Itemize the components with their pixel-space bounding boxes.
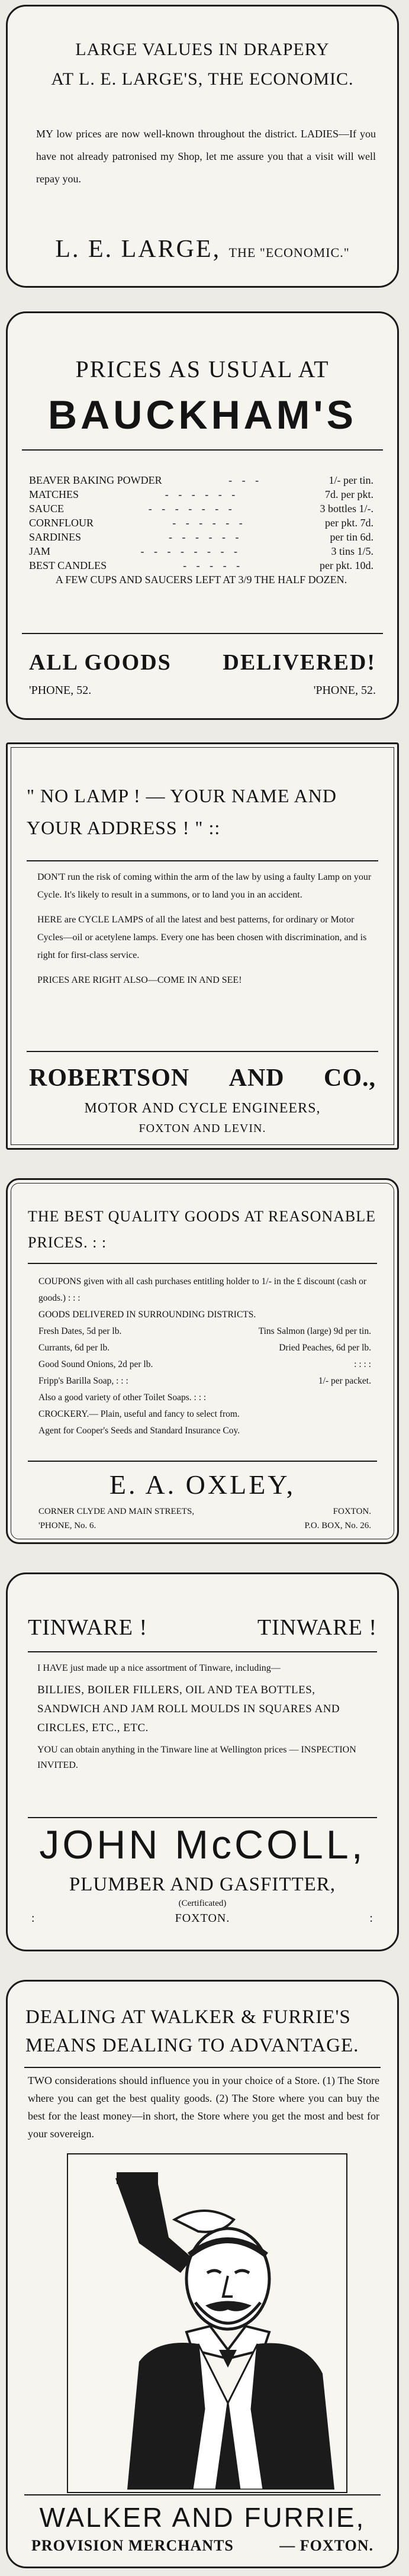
ad5-certificated: (Certificated) — [178, 1899, 227, 1908]
ad5-items: BILLIES, BOILER FILLERS, OIL AND TEA BOTTLES, SANDWICH AND JAM ROLL MOULDS IN SQUARES AND CIRCLES, ETC., ETC. — [37, 1684, 340, 1734]
ad1-body: MY low prices are now well-known throughout the district. LADIES—If you have not already patronised my Shop, let me assure you that a visit will well repay you. — [36, 128, 376, 185]
grocery-row: Currants, 6d per lb. Dried Peaches, 6d per lb. — [38, 1343, 371, 1353]
price-row: BEST CANDLES - - - - - per pkt. 10d. — [29, 559, 373, 571]
ad4-delivered: GOODS DELIVERED IN SURROUNDING DISTRICTS. — [38, 1310, 256, 1320]
ad3-paragraph: PRICES ARE RIGHT ALSO—COME IN AND SEE! — [37, 975, 242, 985]
ad4-coupons: COUPONS given with all cash purchases entitling holder to 1/- in the £ discount (cash or goods.) : : : — [38, 1276, 367, 1303]
ad6-trade: PROVISION MERCHANTS — FOXTON. — [31, 2537, 373, 2554]
ad6-divider-bottom — [24, 2494, 381, 2495]
ad4-contacts — [38, 1521, 371, 1531]
ad6-name: WALKER AND FURRIE, — [39, 2502, 366, 2533]
ad3-divider-bottom — [27, 1051, 378, 1052]
ad1-headline — [25, 35, 379, 94]
price-row: JAM - - - - - - - - 3 tins 1/5. — [29, 545, 373, 557]
ad-mccoll-tinware — [6, 1572, 399, 1951]
ad1-signature — [8, 235, 397, 263]
ad6-divider-top — [24, 2067, 381, 2068]
ad5-line: YOU can obtain anything in the Tinware line at Wellington prices — INSPECTION INVITED. — [37, 1745, 356, 1770]
ad5-divider-top — [28, 1651, 377, 1652]
ad3-headline: " NO LAMP ! — YOUR NAME AND YOUR ADDRESS ! " :: — [27, 785, 337, 838]
ad4-pobox: P.O. BOX, No. 26. — [304, 1521, 371, 1530]
ad2-headline: PRICES AS USUAL AT — [75, 356, 330, 382]
ad4-name: E. A. OXLEY, — [109, 1469, 296, 1500]
ad5-divider-bottom — [28, 1817, 377, 1818]
ad5-body — [37, 1661, 371, 1778]
ad1-signature-tag: THE "ECONOMIC." — [228, 245, 350, 260]
ad4-address: CORNER CLYDE AND MAIN STREETS, FOXTON. — [38, 1507, 371, 1516]
ad4-divider-bottom — [28, 1461, 377, 1462]
ad1-headline-line2: AT L. E. LARGE'S, THE ECONOMIC. — [51, 69, 354, 89]
ad5-name: JOHN McCOLL, — [39, 1822, 366, 1867]
ad4-phone: 'PHONE, No. 6. — [38, 1521, 96, 1530]
ad3-paragraph: HERE are CYCLE LAMPS of all the latest and best patterns, for ordinary or Motor Cycles—oil or acetylene lamps. Every one has been chosen with discrimination, and is right for first-class service. — [37, 915, 367, 960]
phone-left: 'PHONE, 52. — [29, 684, 92, 697]
price-row: SARDINES - - - - - - per tin 6d. — [29, 531, 373, 543]
ad5-location: : FOXTON. : — [31, 1912, 373, 1925]
ad5-headline: TINWARE ! TINWARE ! — [28, 1615, 377, 1640]
ad1-headline-line1: LARGE VALUES IN DRAPERY — [75, 40, 330, 59]
ad6-headline: DEALING AT WALKER & FURRIE'S MEANS DEALING TO ADVANTAGE. — [25, 2006, 359, 2056]
ad3-company-name: ROBERTSON AND CO., — [29, 1065, 376, 1092]
ad4-toilet: Also a good variety of other Toilet Soaps. : : : — [38, 1392, 207, 1403]
ad-walker-furrie — [6, 1980, 399, 2568]
price-row: SAUCE - - - - - - - 3 bottles 1/-. — [29, 503, 373, 514]
ad3-body — [37, 869, 373, 996]
ad-oxley-goods — [6, 1178, 399, 1544]
ad4-divider-top — [28, 1263, 377, 1264]
ad5-intro: I HAVE just made up a nice assortment of Tinware, including— — [37, 1663, 281, 1673]
phone-right: 'PHONE, 52. — [313, 684, 376, 697]
ad3-paragraph: DON'T run the risk of coming within the arm of the law by using a faulty Lamp on your Cycle. It's likely to result in a summons, or to land you in an accident. — [37, 872, 372, 900]
ad-large-drapery — [6, 5, 399, 288]
ad-bauckhams-prices — [6, 311, 399, 720]
grocery-row: Fripp's Barilla Soap, : : : 1/- per packet. — [38, 1376, 371, 1386]
ad2-divider-bottom — [22, 633, 383, 634]
ad3-divider-top — [27, 860, 378, 861]
ad4-body — [38, 1273, 371, 1439]
ad3-trade: MOTOR AND CYCLE ENGINEERS, — [84, 1101, 321, 1116]
ad2-phones — [29, 684, 376, 697]
ad2-brand: BAUCKHAM'S — [48, 393, 357, 438]
ad4-agent: Agent for Cooper's Seeds and Standard Insurance Coy. — [38, 1426, 240, 1436]
ad4-headline: THE BEST QUALITY GOODS AT REASONABLE PRICES. : : — [28, 1208, 376, 1251]
ad1-signature-name: L. E. LARGE, — [55, 236, 221, 263]
price-row: MATCHES - - - - - - 7d. per pkt. — [29, 488, 373, 500]
ad5-trade: PLUMBER AND GASFITTER, — [69, 1874, 336, 1895]
ad-robertson-lamps — [6, 742, 399, 1150]
ad2-cups-line: A FEW CUPS AND SAUCERS LEFT AT 3/9 THE HALF DOZEN. — [55, 574, 347, 586]
ad2-divider-top — [22, 449, 383, 451]
ad2-price-list — [29, 473, 373, 587]
ad6-body: TWO considerations should influence you in your choice of a Store. (1) The Store where you can get the best quality goods. (2) The Store where you can buy the best for the least money—in short, the Store where you get the most and best for your sovereign. — [28, 2075, 379, 2140]
grocery-row: Fresh Dates, 5d per lb. Tins Salmon (large) 9d per tin. — [38, 1326, 371, 1336]
price-row: BEAVER BAKING POWDER - - - 1/- per tin. — [29, 474, 373, 486]
ad3-location: FOXTON AND LEVIN. — [139, 1122, 266, 1135]
grocery-row: Good Sound Onions, 2d per lb. : : : : — [38, 1359, 371, 1369]
man-thinking-icon — [68, 2154, 344, 2490]
ad4-crockery: CROCKERY.— Plain, useful and fancy to select from. — [38, 1409, 240, 1419]
man-illustration — [67, 2153, 347, 2493]
ad2-delivery: ALL GOODS DELIVERED! — [29, 650, 376, 675]
price-row: CORNFLOUR - - - - - - per pkt. 7d. — [29, 517, 373, 529]
